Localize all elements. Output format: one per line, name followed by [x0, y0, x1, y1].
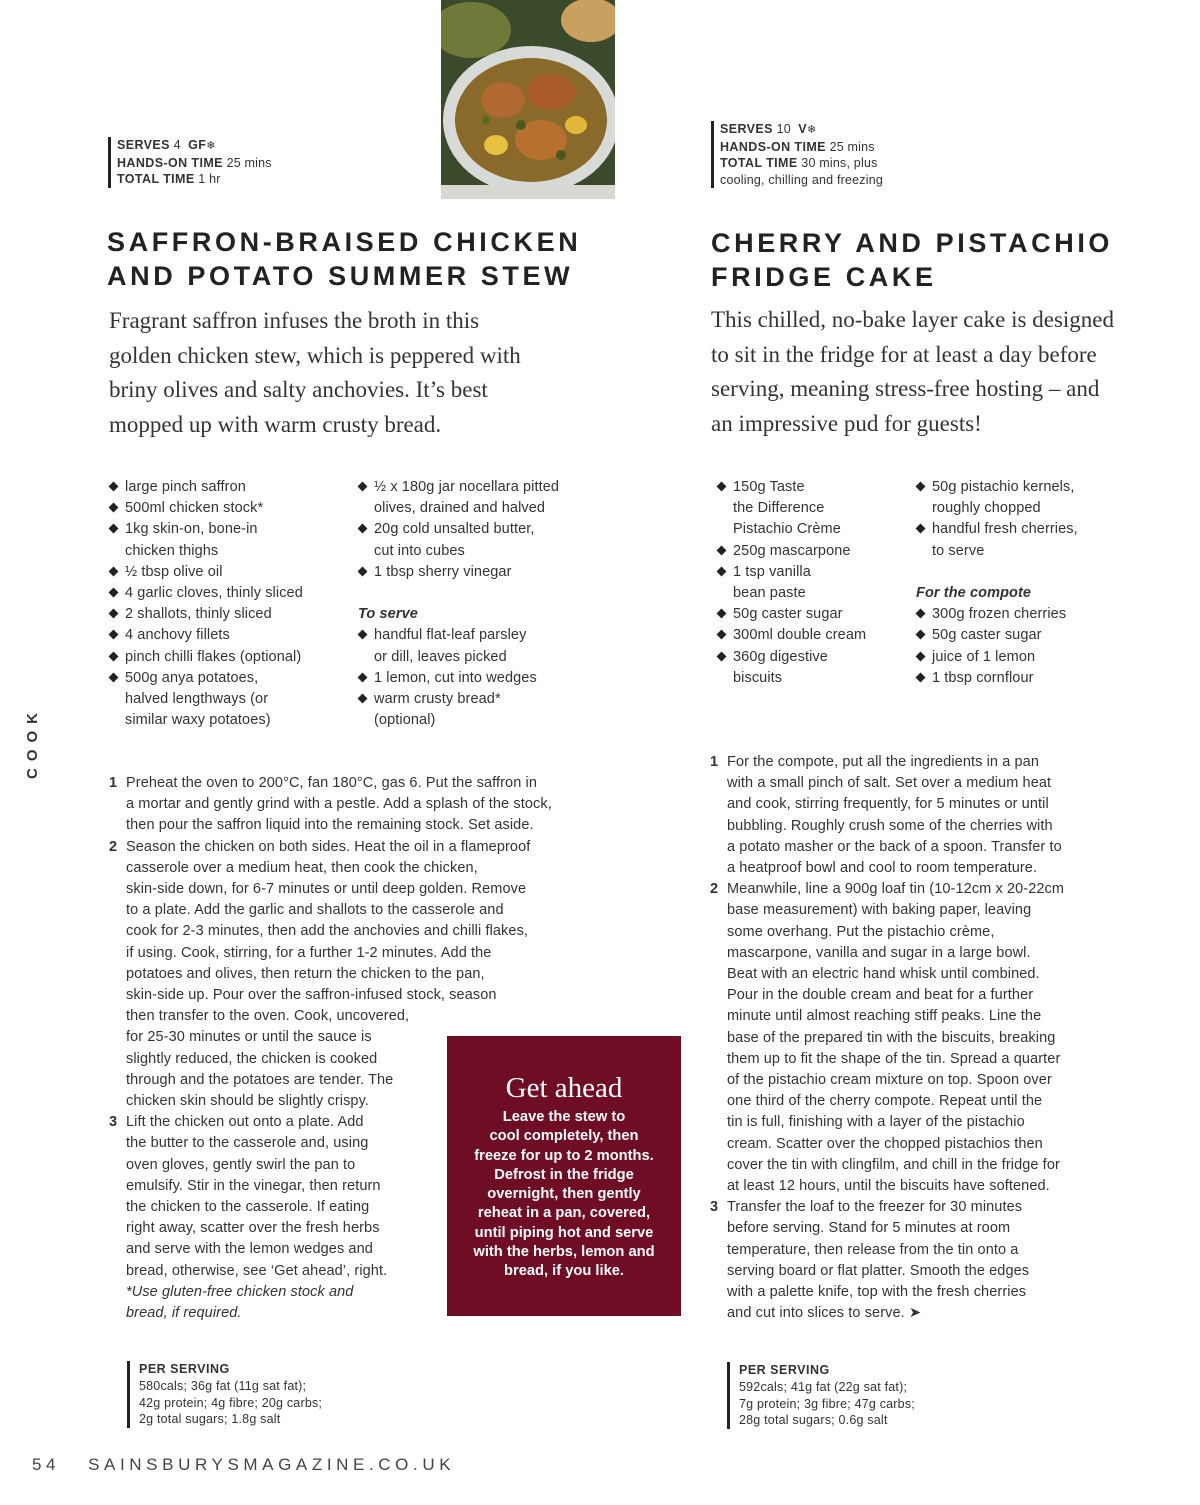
ingredient-line: warm crusty bread*	[374, 691, 501, 708]
ingredient-line: bean paste	[733, 585, 806, 602]
get-ahead-line: cool completely, then	[489, 1128, 639, 1145]
step-line: bread, otherwise, see ‘Get ahead’, right.	[126, 1262, 388, 1279]
stew-photo	[441, 0, 615, 199]
compote-heading: For the compote	[916, 585, 1032, 601]
right-ingredients-col2	[916, 477, 1078, 689]
get-ahead-line: Leave the stew to	[502, 1109, 626, 1125]
step-line: casserole over a medium heat, then cook the chicken,	[126, 859, 478, 876]
ingredient-item	[916, 477, 1078, 519]
ingredient-item	[717, 541, 866, 562]
intro-line: an impressive pud for guests!	[711, 410, 982, 436]
step-number: 3	[109, 1114, 118, 1131]
dietary-badge: GF	[188, 138, 207, 152]
step-line: at least 12 hours, until the biscuits have softened.	[727, 1178, 1050, 1195]
title-line: FRIDGE CAKE	[711, 262, 937, 292]
hands-on-value: 25 mins	[829, 139, 875, 154]
step-line: Lift the chicken out onto a plate. Add	[126, 1114, 364, 1131]
step-line: For the compote, put all the ingredients in a pan	[727, 754, 1040, 770]
ingredient-line: chicken thighs	[125, 542, 219, 559]
ingredient-line: juice of 1 lemon	[932, 648, 1036, 665]
step-line: Preheat the oven to 200°C, fan 180°C, gas 6. Put the saffron in	[126, 775, 538, 791]
section-side-label: COOK	[24, 706, 41, 779]
ingredient-item	[717, 647, 866, 689]
left-recipe-meta	[108, 137, 272, 188]
step-line: then transfer to the oven. Cook, uncovered,	[126, 1008, 410, 1025]
intro-line: golden chicken stew, which is peppered with	[109, 342, 521, 368]
method-step	[710, 752, 1180, 879]
left-ingredients-col2	[358, 477, 559, 731]
ingredient-line: 1 tsp vanilla	[733, 563, 811, 580]
step-line: them up to fit the shape of the tin. Spread a quarter	[727, 1050, 1061, 1067]
ingredient-item	[109, 562, 303, 583]
step-line: some overhang. Put the pistachio crème,	[727, 923, 995, 940]
step-line: tin is full, finishing with a layer of the pistachio	[727, 1114, 1025, 1131]
ingredient-item	[916, 668, 1078, 689]
ingredient-item	[358, 668, 559, 689]
ingredient-line: biscuits	[733, 669, 783, 686]
nutrition-line: 28g total sugars; 0.6g salt	[739, 1413, 888, 1428]
get-ahead-line: with the herbs, lemon and	[473, 1244, 655, 1261]
ingredient-item	[109, 668, 303, 732]
step-line: and cut into slices to serve.	[727, 1305, 905, 1322]
hands-on-label: HANDS-ON TIME	[720, 139, 826, 154]
right-ingredients-col1	[717, 477, 866, 689]
serves-label: SERVES	[720, 122, 773, 136]
step-line-last	[727, 1303, 1180, 1324]
right-nutrition	[727, 1362, 915, 1429]
step-line: oven gloves, gently swirl the pan to	[126, 1156, 356, 1173]
step-line: through and the potatoes are tender. The	[126, 1071, 394, 1088]
total-time-value: 30 mins, plus	[801, 156, 878, 170]
intro-line: to sit in the fridge for at least a day before	[711, 341, 1097, 367]
ingredient-line: 4 anchovy fillets	[125, 627, 230, 644]
ingredient-line: 4 garlic cloves, thinly sliced	[125, 585, 303, 602]
step-line: Season the chicken on both sides. Heat the oil in a flameproof	[126, 838, 531, 855]
ingredient-line: roughly chopped	[932, 500, 1041, 517]
ingredient-line: the Difference	[733, 500, 825, 517]
step-line: the chicken to the casserole. If eating	[126, 1199, 370, 1216]
ingredient-line: ½ tbsp olive oil	[125, 563, 223, 580]
method-step	[109, 773, 599, 837]
right-recipe-title	[711, 226, 1113, 294]
ingredient-line: 150g Taste	[733, 479, 805, 495]
ingredient-line: 1 tbsp sherry vinegar	[374, 563, 512, 580]
ingredient-line: 2 shallots, thinly sliced	[125, 606, 272, 623]
nutrition-line: 2g total sugars; 1.8g salt	[139, 1412, 281, 1427]
step-line: skin-side up. Pour over the saffron-infused stock, season	[126, 987, 497, 1004]
left-intro	[109, 304, 521, 442]
step-line: slightly reduced, the chicken is cooked	[126, 1050, 378, 1067]
step-line: base of the prepared tin with the biscuits, breaking	[727, 1029, 1056, 1046]
ingredient-line: ½ x 180g jar nocellara pitted	[374, 479, 560, 495]
step-line: with a small pinch of salt. Set over a medium heat	[727, 775, 1052, 792]
serves-value: 4	[173, 138, 181, 152]
step-line: for 25-30 minutes or until the sauce is	[126, 1029, 372, 1046]
stew-photo-illustration	[441, 0, 615, 199]
nutrition-heading: PER SERVING	[139, 1362, 230, 1376]
ingredient-line: similar waxy potatoes)	[125, 712, 271, 729]
intro-line: serving, meaning stress-free hosting – and	[711, 376, 1100, 401]
total-time-label: TOTAL TIME	[720, 156, 798, 170]
arrow-right-icon: ➤	[908, 1305, 922, 1322]
serves-value: 10	[776, 122, 791, 136]
nutrition-line: 42g protein; 4g fibre; 20g carbs;	[139, 1395, 323, 1410]
ingredient-line: halved lengthways (or	[125, 691, 269, 708]
ingredient-line: 300g frozen cherries	[932, 606, 1067, 623]
get-ahead-line: freeze for up to 2 months.	[474, 1147, 654, 1164]
get-ahead-body	[447, 1108, 681, 1282]
step-line: of the pistachio cream mixture on top. Spoon over	[727, 1072, 1052, 1089]
intro-line: briny olives and salty anchovies. It’s best	[109, 377, 488, 402]
ingredient-line: 1 lemon, cut into wedges	[374, 669, 537, 686]
nutrition-line: 580cals; 36g fat (11g sat fat);	[139, 1378, 307, 1393]
left-recipe-title	[107, 225, 581, 293]
ingredient-item	[916, 519, 1078, 561]
step-line: emulsify. Stir in the vinegar, then return	[126, 1177, 381, 1194]
step-line: and cook, stirring frequently, for 5 minutes or until	[727, 796, 1049, 813]
right-method	[710, 752, 1180, 1324]
ingredient-line: cut into cubes	[374, 542, 465, 559]
ingredient-item	[717, 604, 866, 625]
step-line: potatoes and olives, then return the chicken to the pan,	[126, 965, 485, 982]
total-time-label: TOTAL TIME	[117, 172, 195, 186]
step-line: right away, scatter over the fresh herbs	[126, 1220, 380, 1237]
step-line: base measurement) with baking paper, leaving	[727, 902, 1032, 919]
ingredient-line: 250g mascarpone	[733, 542, 851, 559]
ingredient-item	[717, 625, 866, 646]
ingredient-line: Pistachio Crème	[733, 521, 841, 538]
right-intro	[711, 303, 1114, 441]
get-ahead-line: bread, if you like.	[504, 1263, 624, 1280]
spacer	[358, 583, 559, 604]
step-line: bubbling. Roughly crush some of the cherries with	[727, 817, 1053, 834]
title-line: AND POTATO SUMMER STEW	[107, 261, 574, 291]
step-line: then pour the saffron liquid into the remaining stock. Set aside.	[126, 817, 534, 834]
ingredient-item	[109, 498, 303, 519]
ingredient-item	[717, 477, 866, 541]
left-ingredients-col1	[109, 477, 303, 731]
step-line: cook for 2-3 minutes, then add the anchovies and chilli flakes,	[126, 923, 529, 940]
step-line: and serve with the lemon wedges and	[126, 1241, 373, 1258]
step-line: minute until almost reaching stiff peaks. Line the	[727, 1008, 1042, 1025]
ingredient-item	[916, 604, 1078, 625]
method-step	[710, 879, 1180, 1197]
note-line: *Use gluten-free chicken stock and	[126, 1283, 354, 1300]
step-line: Pour in the double cream and beat for a further	[727, 987, 1034, 1004]
step-line: if using. Cook, stirring, for a further 1-2 minutes. Add the	[126, 944, 492, 961]
dietary-badge: V	[798, 122, 807, 136]
spacer	[916, 562, 1078, 583]
ingredient-line: pinch chilli flakes (optional)	[125, 648, 302, 665]
step-number: 1	[710, 754, 719, 770]
ingredient-line: 20g cold unsalted butter,	[374, 521, 535, 538]
ingredient-item	[916, 625, 1078, 646]
ingredient-line: or dill, leaves picked	[374, 648, 507, 665]
get-ahead-title: Get ahead	[505, 1072, 623, 1104]
left-nutrition	[127, 1361, 322, 1428]
get-ahead-box	[447, 1036, 681, 1316]
ingredient-item	[358, 519, 559, 561]
ingredient-line: handful flat-leaf parsley	[374, 627, 527, 644]
ingredient-item	[358, 689, 559, 731]
right-recipe-meta	[711, 121, 883, 188]
step-line: serving board or flat platter. Smooth the edges	[727, 1262, 1030, 1279]
page-footer	[32, 1455, 455, 1475]
step-number: 2	[710, 881, 719, 898]
get-ahead-line: Defrost in the fridge	[494, 1166, 634, 1183]
ingredient-item	[358, 562, 559, 583]
ingredient-item	[109, 583, 303, 604]
intro-line: This chilled, no-bake layer cake is designed	[711, 307, 1114, 332]
ingredient-item	[358, 477, 559, 519]
serves-label: SERVES	[117, 138, 170, 152]
method-step	[710, 1197, 1180, 1324]
ingredient-line: 1 tbsp cornflour	[932, 669, 1034, 686]
get-ahead-line: until piping hot and serve	[474, 1224, 654, 1241]
step-line: a mortar and gently grind with a pestle. Add a splash of the stock,	[126, 796, 552, 813]
step-line: cream. Scatter over the chopped pistachios then	[727, 1135, 1043, 1152]
step-line: skin-side down, for 6-7 minutes or until deep golden. Remove	[126, 881, 527, 898]
ingredient-line: to serve	[932, 542, 985, 559]
ingredient-item	[109, 519, 303, 561]
step-line: a potato masher or the back of a spoon. Transfer to	[727, 838, 1062, 855]
nutrition-line: 592cals; 41g fat (22g sat fat);	[739, 1379, 908, 1394]
intro-line: Fragrant saffron infuses the broth in this	[109, 308, 480, 333]
total-time-value: 1 hr	[198, 172, 221, 186]
ingredient-line: 50g pistachio kernels,	[932, 479, 1075, 495]
ingredient-item	[109, 647, 303, 668]
snowflake-icon: ❄	[206, 140, 216, 152]
step-number: 1	[109, 775, 118, 791]
step-line: Beat with an electric hand whisk until combined.	[727, 966, 1040, 983]
note-line: bread, if required.	[126, 1305, 242, 1322]
nutrition-line: 7g protein; 3g fibre; 47g carbs;	[739, 1396, 915, 1411]
title-line: CHERRY AND PISTACHIO	[711, 228, 1114, 258]
step-number: 2	[109, 838, 118, 855]
website-link[interactable]: SAINSBURYSMAGAZINE.CO.UK	[88, 1455, 456, 1474]
ingredient-line: large pinch saffron	[125, 479, 246, 495]
step-line: Transfer the loaf to the freezer for 30 minutes	[727, 1199, 1023, 1216]
get-ahead-line: reheat in a pan, covered,	[477, 1205, 651, 1222]
title-line: SAFFRON-BRAISED CHICKEN	[107, 227, 582, 257]
ingredient-line: handful fresh cherries,	[932, 521, 1078, 538]
step-line: to a plate. Add the garlic and shallots to the casserole and	[126, 902, 504, 919]
page-number: 54	[32, 1455, 61, 1474]
ingredient-line: 500g anya potatoes,	[125, 669, 259, 686]
hands-on-label: HANDS-ON TIME	[117, 155, 223, 170]
hands-on-value: 25 mins	[226, 155, 272, 170]
total-time-extra: cooling, chilling and freezing	[720, 172, 884, 187]
step-line: a heatproof bowl and cool to room temperature.	[727, 860, 1038, 877]
step-line: before serving. Stand for 5 minutes at room	[727, 1220, 1011, 1237]
ingredient-line: olives, drained and halved	[374, 500, 546, 517]
ingredient-line: 50g caster sugar	[733, 606, 843, 623]
ingredient-item	[109, 477, 303, 498]
step-line: one third of the cherry compote. Repeat until the	[727, 1093, 1043, 1110]
step-line: mascarpone, vanilla and sugar in a large bowl.	[727, 944, 1031, 961]
ingredient-item	[717, 562, 866, 604]
step-line: temperature, then release from the tin onto a	[727, 1241, 1019, 1258]
step-line: with a palette knife, top with the fresh cherries	[727, 1284, 1027, 1301]
snowflake-icon: ❄	[807, 124, 817, 136]
get-ahead-line: overnight, then gently	[487, 1186, 641, 1203]
ingredient-item	[109, 625, 303, 646]
step-line: chicken skin should be slightly crispy.	[126, 1093, 369, 1110]
ingredient-line: 1kg skin-on, bone-in	[125, 521, 258, 538]
to-serve-heading: To serve	[358, 606, 418, 623]
step-line: the butter to the casserole and, using	[126, 1135, 369, 1152]
ingredient-line: 500ml chicken stock*	[125, 500, 264, 517]
step-line: cover the tin with clingfilm, and chill in the fridge for	[727, 1156, 1060, 1173]
ingredient-item	[109, 604, 303, 625]
ingredient-item	[358, 625, 559, 667]
ingredient-item	[916, 647, 1078, 668]
intro-line: mopped up with warm crusty bread.	[109, 411, 442, 437]
ingredient-line: (optional)	[374, 712, 436, 729]
ingredient-line: 50g caster sugar	[932, 627, 1042, 644]
nutrition-heading: PER SERVING	[739, 1363, 830, 1377]
step-number: 3	[710, 1199, 719, 1216]
ingredient-line: 360g digestive	[733, 648, 828, 665]
step-line: Meanwhile, line a 900g loaf tin (10-12cm x 20-22cm	[727, 881, 1065, 898]
ingredient-line: 300ml double cream	[733, 627, 867, 644]
